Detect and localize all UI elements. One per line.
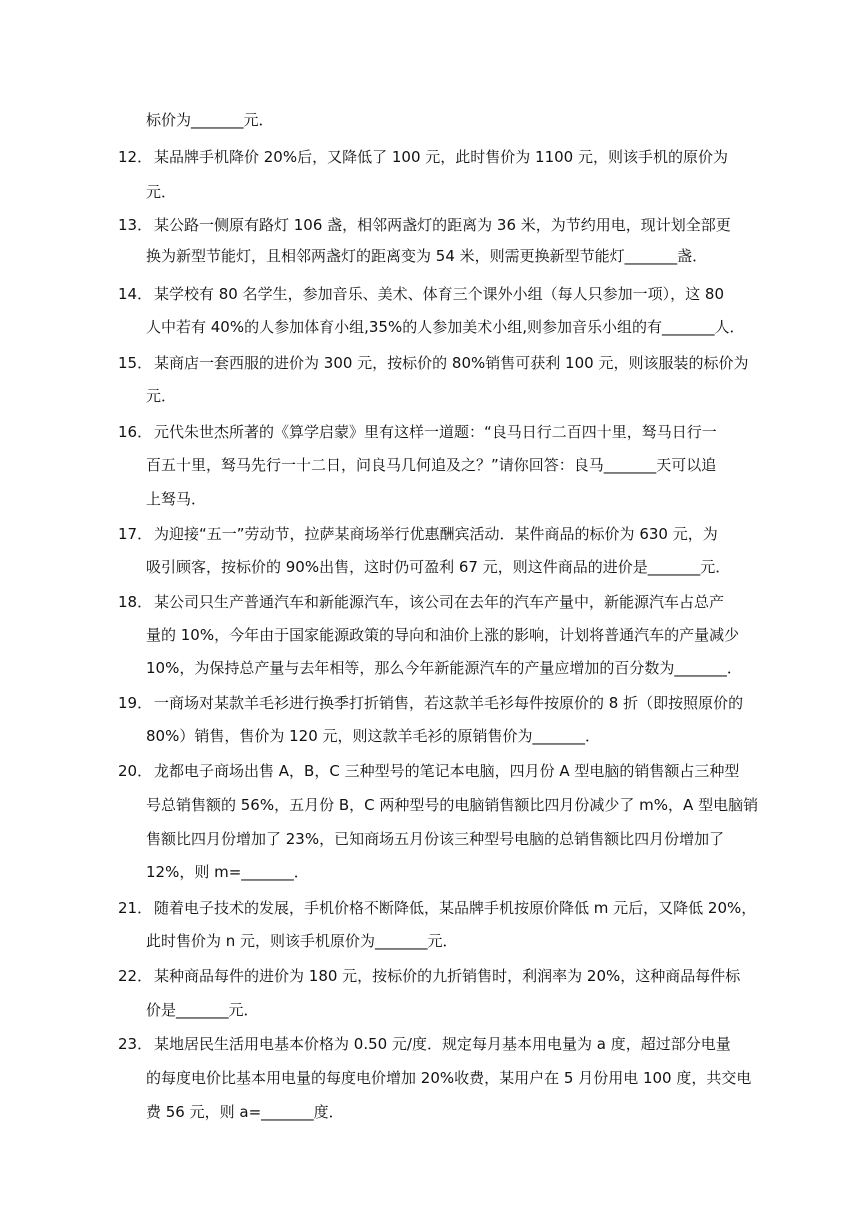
problem-text-line: 某品牌手机降价 20%后，又降低了 100 元，此时售价为 1100 元，则该手机的原价为 (154, 148, 728, 166)
problem-21 (0, 896, 860, 920)
problem-text-line: 为迎接“五一”劳动节，拉萨某商场举行优惠酬宾活动．某件商品的标价为 630 元，为 (154, 525, 718, 543)
problem-22-line-2 (0, 998, 860, 1022)
problem-text-line: 龙都电子商场出售 A，B，C 三种型号的笔记本电脑，四月份 A 型电脑的销售额占三种型 (154, 762, 740, 780)
problem-number: 13． (118, 216, 153, 234)
problem-text-line: 10%，为保持总产量与去年相等，那么今年新能源汽车的产量应增加的百分数为_______． (146, 659, 742, 677)
problem-text-line: 随着电子技术的发展，手机价格不断降低，某品牌手机按原价降低 m 元后，又降低 20%， (154, 899, 757, 917)
problem-text-line: 的每度电价比基本用电量的每度电价增加 20%收费，某用户在 5 月份用电 100 度，共交电 (146, 1069, 752, 1087)
problem-text-line: 费 56 元，则 a=_______度． (146, 1103, 344, 1121)
problem-20 (0, 759, 860, 783)
problem-19 (0, 691, 860, 715)
problem-text-line: 元． (146, 183, 177, 201)
problem-text-line: 80%）销售，售价为 120 元，则这款羊毛衫的原销售价为_______． (146, 727, 601, 745)
problem-text-line: 量的 10%，今年由于国家能源政策的导向和油价上涨的影响，计划将普通汽车的产量减少 (146, 626, 740, 644)
problem-text-line: 12%，则 m=_______． (146, 863, 309, 881)
problem-text-line: 人中若有 40%的人参加体育小组,35%的人参加美术小组,则参加音乐小组的有_______人． (146, 318, 745, 336)
problem-text-line: 标价为_______元． (146, 111, 274, 129)
problem-text-line: 某商店一套西服的进价为 300 元，按标价的 80%销售可获利 100 元，则该服装的标价为 (154, 354, 749, 372)
problem-22 (0, 964, 860, 988)
problem-number: 22． (118, 967, 153, 985)
problem-text-line: 元． (146, 387, 177, 405)
problem-text-line: 换为新型节能灯，且相邻两盏灯的距离变为 54 米，则需更换新型节能灯_______盏． (146, 247, 708, 265)
problem-text-line: 某公路一侧原有路灯 106 盏，相邻两盏灯的距离为 36 米，为节约用电，现计划全部更 (154, 216, 731, 234)
problem-11-continuation (0, 108, 860, 132)
problem-23-line-2 (0, 1066, 860, 1090)
problem-21-line-2 (0, 929, 860, 953)
problem-text-line: 某地居民生活用电基本价格为 0.50 元/度．规定每月基本用电量为 a 度，超过部分电量 (154, 1035, 731, 1053)
problem-16 (0, 420, 860, 444)
problem-20-line-3 (0, 827, 860, 851)
problem-number: 14． (118, 285, 153, 303)
problem-20-line-2 (0, 793, 860, 817)
problem-23-line-3 (0, 1100, 860, 1124)
problem-16-line-2 (0, 453, 860, 477)
problem-13 (0, 213, 860, 237)
problem-12 (0, 145, 860, 169)
problem-number: 21． (118, 899, 153, 917)
problem-18 (0, 590, 860, 614)
problem-number: 23． (118, 1035, 153, 1053)
problem-text-line: 号总销售额的 56%，五月份 B，C 两种型号的电脑销售额比四月份减少了 m%，A 型电脑销 (146, 796, 759, 814)
problem-number: 17． (118, 525, 153, 543)
problem-text-line: 某学校有 80 名学生，参加音乐、美术、体育三个课外小组（每人只参加一项），这 80 (154, 285, 724, 303)
problem-15-line-2 (0, 384, 860, 408)
problem-text-line: 吸引顾客，按标价的 90%出售，这时仍可盈利 67 元，则这件商品的进价是_______元． (146, 558, 731, 576)
problem-15 (0, 351, 860, 375)
problem-17 (0, 522, 860, 546)
problem-18-line-3 (0, 656, 860, 680)
problem-14 (0, 282, 860, 306)
problem-17-line-2 (0, 555, 860, 579)
problem-12-line-2 (0, 180, 860, 204)
problem-number: 18． (118, 593, 153, 611)
problem-text-line: 百五十里，驽马先行一十二日，问良马几何追及之？”请你回答：良马_______天可以追 (146, 456, 717, 474)
problem-20-line-4 (0, 860, 860, 884)
problem-14-line-2 (0, 315, 860, 339)
problem-18-line-2 (0, 623, 860, 647)
problem-text-line: 元代朱世杰所著的《算学启蒙》里有这样一道题：“良马日行二百四十里，驽马日行一 (154, 423, 717, 441)
problem-text-line: 某种商品每件的进价为 180 元，按标价的九折销售时，利润率为 20%，这种商品每件标 (154, 967, 741, 985)
problem-16-line-3 (0, 487, 860, 511)
problem-text-line: 此时售价为 n 元，则该手机原价为_______元． (146, 932, 458, 950)
problem-number: 19． (118, 694, 153, 712)
problem-number: 20． (118, 762, 153, 780)
problem-text-line: 价是_______元． (146, 1001, 259, 1019)
problem-text-line: 某公司只生产普通汽车和新能源汽车，该公司在去年的汽车产量中，新能源汽车占总产 (154, 593, 725, 611)
problem-text-line: 一商场对某款羊毛衫进行换季打折销售，若这款羊毛衫每件按原价的 8 折（即按照原价的 (154, 694, 744, 712)
problem-text-line: 售额比四月份增加了 23%，已知商场五月份该三种型号电脑的总销售额比四月份增加了 (146, 830, 725, 848)
problem-text-line: 上驽马． (146, 490, 207, 508)
problem-number: 16． (118, 423, 153, 441)
problem-number: 12． (118, 148, 153, 166)
problem-13-line-2 (0, 244, 860, 268)
problem-number: 15． (118, 354, 153, 372)
problem-23 (0, 1032, 860, 1056)
problem-19-line-2 (0, 724, 860, 748)
